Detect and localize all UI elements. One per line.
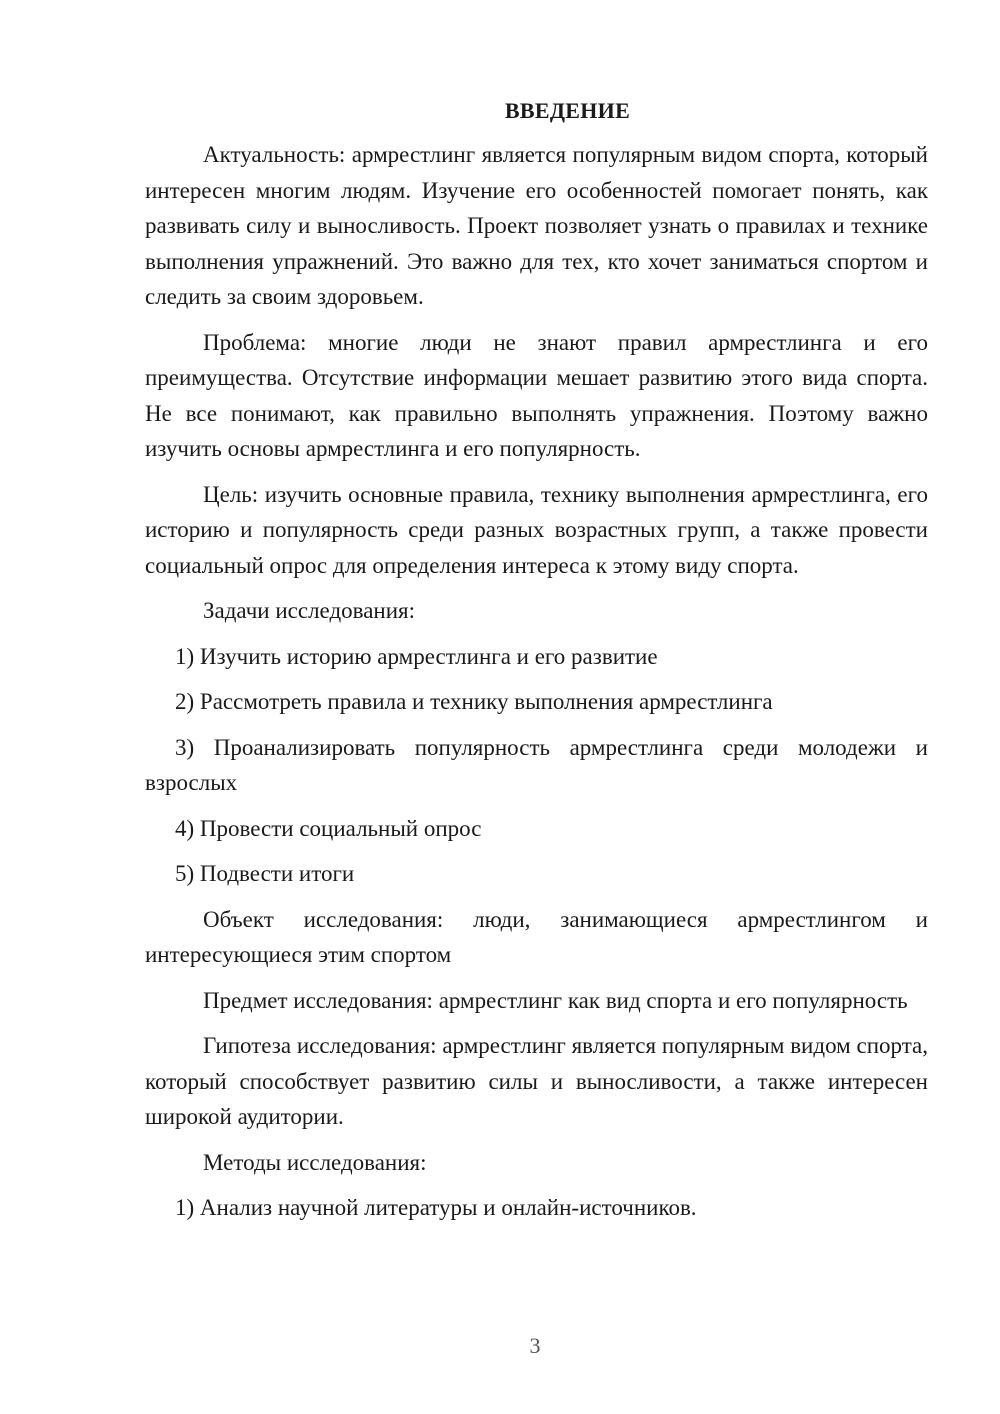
page-title: ВВЕДЕНИЕ xyxy=(504,98,631,123)
task-item-4: 4) Провести социальный опрос xyxy=(175,815,482,841)
task-item-3: 3) Проанализировать популярность армрестлинга среди молодежи и взрослых xyxy=(145,734,928,795)
tasks-title: Задачи исследования: xyxy=(203,598,416,623)
relevance-paragraph: Актуальность: армрестлинг является популярным видом спорта, который интересен многим людям. Изучение его особенностей помогает понять, как развивать силу и выносливость. Проект позволяет узнать о правилах и технике выполнения упражнений. Это важно для тех, кто хочет заниматься спортом и следить за своим здоровьем. xyxy=(145,142,928,309)
hypothesis-paragraph: Гипотеза исследования: армрестлинг является популярным видом спорта, который способствует развитию силы и выносливости, а также интересен широкой аудитории. xyxy=(145,1033,928,1129)
subject-paragraph: Предмет исследования: армрестлинг как вид спорта и его популярность xyxy=(203,987,908,1013)
method-item-1: 1) Анализ научной литературы и онлайн-источников. xyxy=(175,1195,697,1220)
methods-title: Методы исследования: xyxy=(203,1149,427,1175)
task-item-5: 5) Подвести итоги xyxy=(175,861,355,886)
page-number: 3 xyxy=(529,1333,541,1358)
object-paragraph: Объект исследования: люди, занимающиеся армрестлингом и интересующиеся этим спортом xyxy=(145,906,928,967)
task-item-2: 2) Рассмотреть правила и технику выполнения армрестлинга xyxy=(175,689,773,714)
task-item-1: 1) Изучить историю армрестлинга и его развитие xyxy=(175,643,658,669)
document-body xyxy=(145,94,928,1236)
problem-paragraph: Проблема: многие люди не знают правил армрестлинга и его преимущества. Отсутствие информации мешает развитию этого вида спорта. Не все понимают, как правильно выполнять упражнения. Поэтому важно изучить основы армрестлинга и его популярность. xyxy=(145,329,928,461)
goal-paragraph: Цель: изучить основные правила, технику выполнения армрестлинга, его историю и популярность среди разных возрастных групп, а также провести социальный опрос для определения интереса к этому виду спорта. xyxy=(145,481,928,578)
